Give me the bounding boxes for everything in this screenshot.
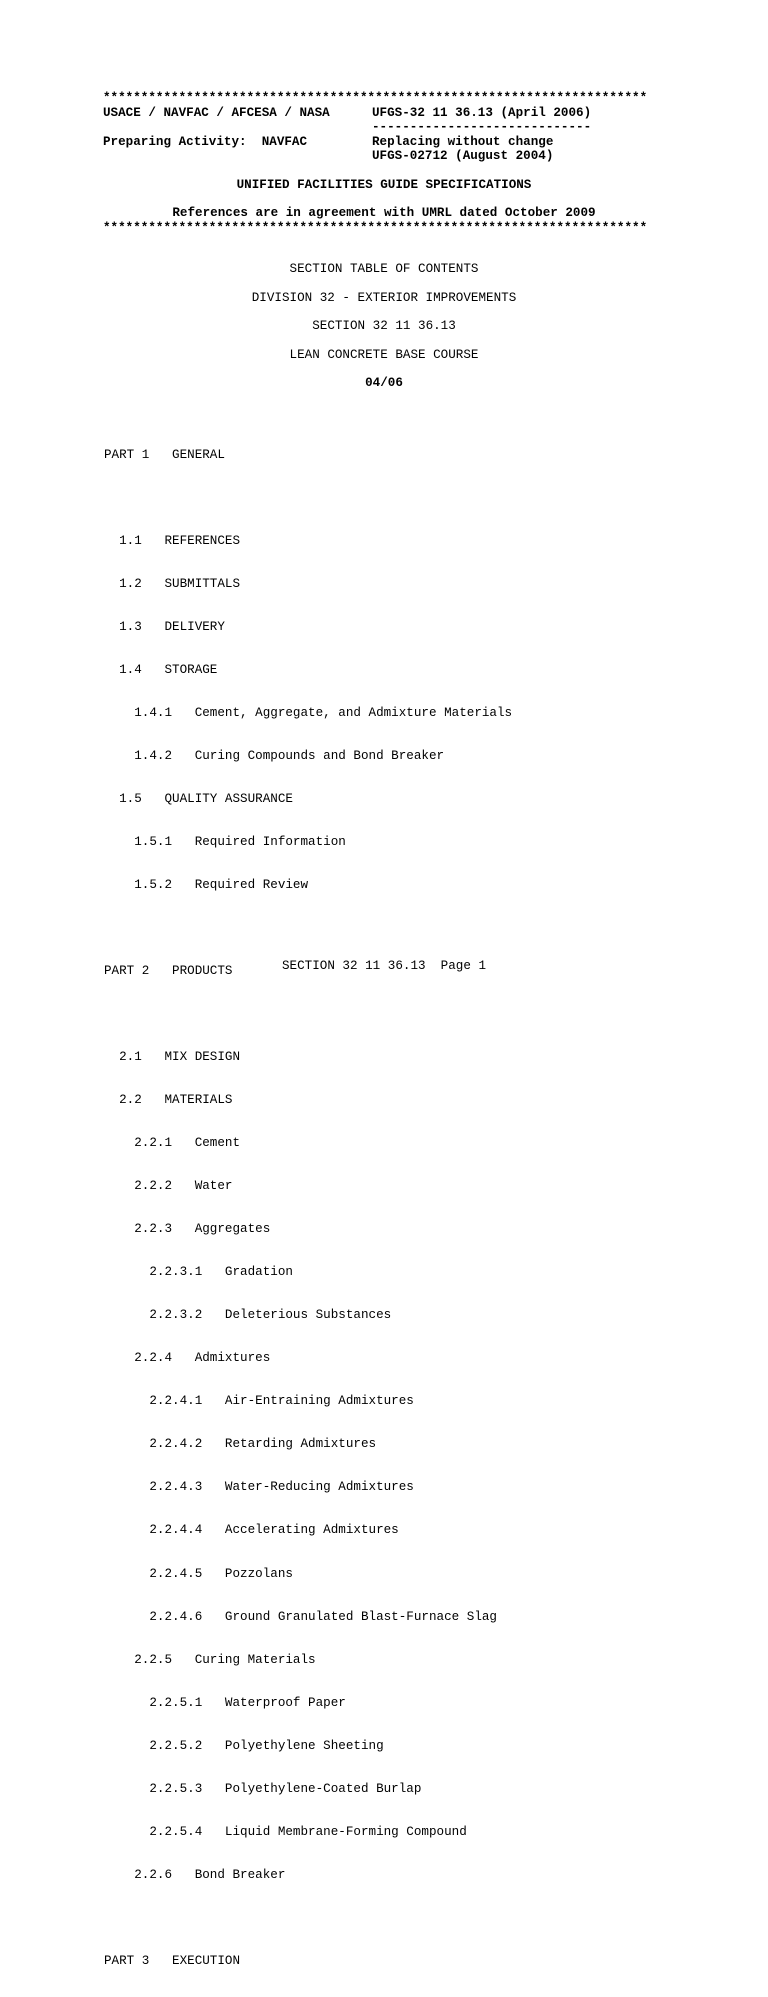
toc-entry[interactable]: 1.4 STORAGE: [104, 662, 218, 677]
toc-entry[interactable]: 1.5.2 Required Review: [104, 878, 309, 892]
toc-entry[interactable]: 2.2.5.2 Polyethylene Sheeting: [104, 1738, 384, 1753]
page-footer: SECTION 32 11 36.13 Page 1: [281, 959, 487, 973]
toc-heading: SECTION TABLE OF CONTENTS: [289, 262, 479, 276]
toc-entry[interactable]: 2.2.4.3 Water-Reducing Admixtures: [104, 1480, 414, 1495]
toc-entry[interactable]: 2.2.4.6 Ground Granulated Blast-Furnace Slag: [104, 1609, 497, 1624]
header-dashes: -----------------------------: [372, 120, 592, 134]
header-preparing-activity: Preparing Activity: NAVFAC: [103, 135, 308, 149]
toc-entry[interactable]: 2.2.5.4 Liquid Membrane-Forming Compound: [104, 1824, 467, 1839]
header-agencies: USACE / NAVFAC / AFCESA / NASA: [103, 106, 330, 120]
header-replacing: Replacing without change: [372, 135, 554, 149]
toc-spacer: [104, 921, 512, 935]
toc-entry[interactable]: 1.3 DELIVERY: [104, 619, 225, 634]
toc-entry[interactable]: 1.4.1 Cement, Aggregate, and Admixture Materials: [104, 705, 513, 720]
toc-entry[interactable]: 1.1 REFERENCES: [104, 533, 241, 548]
toc-entry[interactable]: 2.2.5 Curing Materials: [104, 1652, 316, 1667]
toc-entry[interactable]: PART 3 EXECUTION: [104, 1953, 241, 1968]
section-name: LEAN CONCRETE BASE COURSE: [289, 348, 479, 362]
header-references: References are in agreement with UMRL dated October 2009: [172, 206, 596, 220]
toc-entry[interactable]: PART 2 PRODUCTS: [104, 964, 233, 979]
table-of-contents: [104, 419, 512, 1997]
header-old-ufgs: UFGS-02712 (August 2004): [372, 149, 554, 163]
toc-entry[interactable]: 2.2.4.5 Pozzolans: [104, 1566, 293, 1581]
toc-entry[interactable]: 2.2.5.3 Polyethylene-Coated Burlap: [104, 1781, 422, 1796]
toc-entry[interactable]: 1.5 QUALITY ASSURANCE: [104, 791, 293, 806]
toc-entry[interactable]: 2.2.3 Aggregates: [104, 1222, 271, 1237]
section-number: SECTION 32 11 36.13: [312, 319, 456, 333]
toc-spacer: [104, 491, 512, 505]
toc-entry[interactable]: 2.2 MATERIALS: [104, 1093, 233, 1108]
toc-entry[interactable]: 2.1 MIX DESIGN: [104, 1050, 241, 1065]
toc-entry[interactable]: 1.2 SUBMITTALS: [104, 576, 241, 591]
header-stars-bottom: ************************************************************************: [103, 221, 648, 235]
toc-entry[interactable]: PART 1 GENERAL: [104, 447, 225, 462]
toc-spacer: [104, 1911, 512, 1925]
toc-entry[interactable]: 2.2.4.2 Retarding Admixtures: [104, 1437, 377, 1452]
toc-entry[interactable]: 2.2.4.4 Accelerating Admixtures: [104, 1523, 399, 1538]
division-title: DIVISION 32 - EXTERIOR IMPROVEMENTS: [251, 291, 517, 305]
toc-entry[interactable]: 2.2.1 Cement: [104, 1136, 241, 1151]
toc-spacer: [104, 1007, 512, 1021]
header-ufgs-number: UFGS-32 11 36.13 (April 2006): [372, 106, 592, 120]
toc-entry[interactable]: 2.2.3.2 Deleterious Substances: [104, 1308, 392, 1323]
toc-entry[interactable]: 1.5.1 Required Information: [104, 834, 346, 849]
toc-entry[interactable]: 2.2.6 Bond Breaker: [104, 1867, 286, 1882]
toc-entry[interactable]: 2.2.5.1 Waterproof Paper: [104, 1695, 346, 1710]
toc-entry[interactable]: 2.2.2 Water: [104, 1179, 233, 1194]
toc-entry[interactable]: 1.4.2 Curing Compounds and Bond Breaker: [104, 748, 445, 763]
header-stars-top: ************************************************************************: [103, 91, 648, 105]
section-date: 04/06: [365, 376, 403, 390]
toc-entry[interactable]: 2.2.4.1 Air-Entraining Admixtures: [104, 1394, 414, 1409]
toc-entry[interactable]: 2.2.4 Admixtures: [104, 1351, 271, 1366]
toc-entry[interactable]: 2.2.3.1 Gradation: [104, 1265, 293, 1280]
header-title: UNIFIED FACILITIES GUIDE SPECIFICATIONS: [236, 178, 532, 192]
